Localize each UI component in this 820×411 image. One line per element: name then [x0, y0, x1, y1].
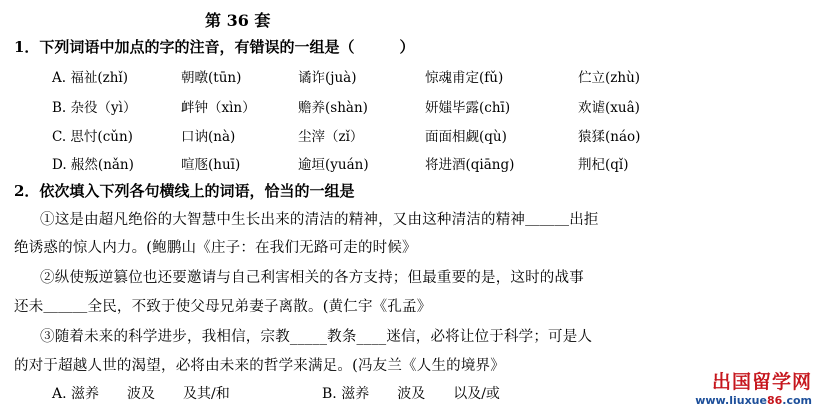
option-d-item-1: D. 赧然(nǎn) — [52, 157, 134, 173]
option-d-item-3: 逾垣(yuán) — [298, 157, 369, 173]
option-a-item-2: 朝暾(tūn) — [181, 70, 242, 86]
option-b-item-2: 衅钟（xìn） — [181, 100, 256, 116]
answer-option-b: B. 滋养 波及 以及/或 — [322, 386, 500, 402]
option-a-item-1: A. 福祉(zhǐ) — [52, 70, 128, 86]
option-d-item-5: 荆杞(qǐ) — [578, 157, 629, 173]
question-1-stem: 1．下列词语中加点的字的注音，有错误的一组是（ ） — [14, 38, 415, 56]
option-c-item-2: 口讷(nà) — [181, 129, 236, 145]
answer-option-a: A. 滋养 波及 及其/和 — [52, 386, 230, 402]
passage-line: 绝诱惑的惊人内力。(鲍鹏山《庄子：在我们无路可走的时候》 — [14, 240, 417, 256]
option-d-item-2: 喧豗(huī) — [181, 157, 241, 173]
site-watermark — [695, 367, 812, 407]
passage-line: ①这是由超凡绝俗的大智慧中生长出来的清洁的精神，又由这种清洁的精神＿＿＿出拒 — [40, 212, 599, 228]
option-c-item-5: 猿猱(náo) — [578, 129, 641, 145]
option-c-item-1: C. 思忖(cǔn) — [52, 129, 133, 145]
option-a-item-4: 惊魂甫定(fǔ) — [425, 70, 504, 86]
watermark-site-name: 出国留学网 — [711, 371, 812, 393]
option-c-item-4: 面面相觑(qù) — [425, 129, 507, 145]
option-b-item-3: 赡养(shàn) — [298, 100, 368, 116]
option-a-item-5: 伫立(zhù) — [578, 70, 641, 86]
watermark-url: www.liuxue86.com — [695, 394, 812, 407]
option-c-item-3: 尘滓（zǐ） — [298, 129, 364, 145]
option-a-item-3: 谲诈(juà) — [298, 70, 357, 86]
option-d-item-4: 将进酒(qiāng) — [425, 157, 515, 173]
option-b-item-5: 欢谑(xuâ) — [578, 100, 640, 116]
set-title: 第 36 套 — [205, 11, 271, 30]
passage-line: 还未＿＿＿全民，不致于使父母兄弟妻子离散。(黄仁宇《孔孟》 — [14, 299, 432, 315]
option-b-item-4: 妍媸毕露(chī) — [425, 100, 511, 116]
passage-line: ②纵使叛逆篡位也还要邀请与自己利害相关的各方支持；但最重要的是，这时的战事 — [40, 270, 584, 286]
passage-line: 的对于超越人世的渴望，必将由未来的哲学来满足。(冯友兰《人生的境界》 — [14, 358, 505, 374]
passage-line: ③随着未来的科学进步，我相信，宗教_____教条____迷信，必将让位于科学；可是人 — [40, 329, 593, 345]
question-2-stem: 2．依次填入下列各句横线上的词语，恰当的一组是 — [14, 182, 355, 200]
option-b-item-1: B. 杂役（yì） — [52, 100, 137, 116]
